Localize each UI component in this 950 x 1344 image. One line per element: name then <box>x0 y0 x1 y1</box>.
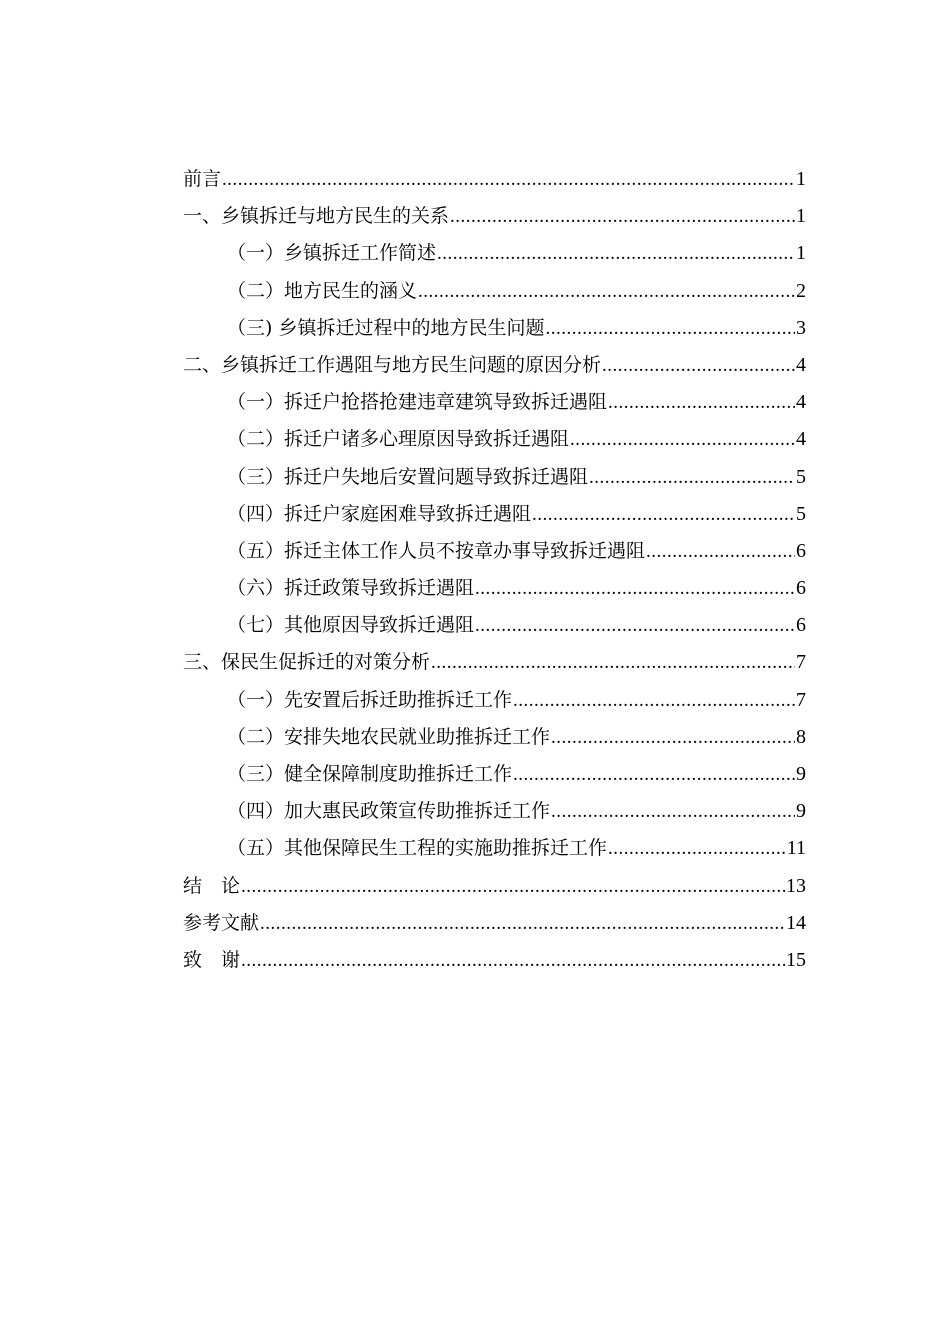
toc-leader-dots <box>513 682 795 719</box>
toc-leader-dots <box>570 421 795 458</box>
toc-entry-page: 1 <box>796 205 806 228</box>
toc-leader-dots <box>608 830 786 867</box>
toc-entry-section-3-2[interactable] <box>183 719 806 756</box>
toc-leader-dots <box>545 310 795 347</box>
toc-entry-title: （三) 乡镇拆迁过程中的地方民生问题 <box>227 316 545 339</box>
toc-leader-dots <box>222 161 795 198</box>
toc-entry-title: （二）拆迁户诸多心理原因导致拆迁遇阻 <box>227 428 570 451</box>
toc-entry-title: 三、保民生促拆迁的对策分析 <box>183 651 431 674</box>
toc-entry-page: 6 <box>796 539 806 562</box>
toc-entry-title: （七）其他原因导致拆迁遇阻 <box>227 614 475 637</box>
toc-entry-title: （一）乡镇拆迁工作简述 <box>227 242 437 265</box>
toc-entry-page: 6 <box>796 614 806 637</box>
toc-leader-dots <box>260 905 785 942</box>
toc-entry-page: 13 <box>786 874 806 897</box>
toc-leader-dots <box>418 273 795 310</box>
toc-entry-page: 9 <box>796 800 806 823</box>
toc-leader-dots <box>513 756 795 793</box>
toc-entry-page: 9 <box>796 763 806 785</box>
toc-entry-preface[interactable] <box>183 161 806 198</box>
toc-leader-dots <box>450 198 795 235</box>
toc-leader-dots <box>551 719 795 756</box>
toc-entry-section-3-3[interactable] <box>183 756 806 793</box>
toc-entry-title: （三）健全保障制度助推拆迁工作 <box>227 763 513 785</box>
toc-entry-title: 二、乡镇拆迁工作遇阻与地方民生问题的原因分析 <box>183 353 602 376</box>
toc-entry-page: 4 <box>796 428 806 451</box>
toc-entry-section-1-1[interactable] <box>183 235 806 272</box>
toc-entry-page: 6 <box>796 577 806 600</box>
table-of-contents <box>183 161 806 979</box>
toc-entry-title: （二）地方民生的涵义 <box>227 279 418 302</box>
toc-entry-section-3-4[interactable] <box>183 793 806 830</box>
toc-entry-section-2-5[interactable] <box>183 533 806 570</box>
toc-leader-dots <box>608 384 795 421</box>
toc-entry-title: （三）拆迁户失地后安置问题导致拆迁遇阻 <box>227 465 589 488</box>
toc-entry-section-2-3[interactable] <box>183 459 806 496</box>
toc-entry-section-2-6[interactable] <box>183 570 806 607</box>
toc-entry-section-2-1[interactable] <box>183 384 806 421</box>
toc-leader-dots <box>532 496 795 533</box>
toc-leader-dots <box>437 235 795 272</box>
toc-entry-page: 1 <box>796 242 806 265</box>
toc-entry-section-1[interactable] <box>183 198 806 235</box>
toc-entry-page: 5 <box>796 502 806 525</box>
toc-entry-page: 4 <box>796 353 806 376</box>
toc-entry-section-3-5[interactable] <box>183 830 806 867</box>
toc-entry-page: 15 <box>786 948 806 971</box>
toc-entry-section-1-3[interactable] <box>183 310 806 347</box>
toc-leader-dots <box>602 347 795 384</box>
toc-entry-acknowledgements[interactable] <box>183 942 806 979</box>
toc-leader-dots <box>475 570 795 607</box>
toc-leader-dots <box>589 459 795 496</box>
toc-entry-references[interactable] <box>183 905 806 942</box>
toc-entry-section-1-2[interactable] <box>183 273 806 310</box>
toc-entry-section-2[interactable] <box>183 347 806 384</box>
toc-entry-title: 结 论 <box>183 874 241 897</box>
toc-entry-title: （四）加大惠民政策宣传助推拆迁工作 <box>227 800 551 823</box>
toc-entry-page: 14 <box>786 911 806 934</box>
toc-entry-section-2-2[interactable] <box>183 421 806 458</box>
toc-entry-title: （六）拆迁政策导致拆迁遇阻 <box>227 577 475 600</box>
toc-entry-section-2-4[interactable] <box>183 496 806 533</box>
toc-entry-page: 7 <box>796 651 806 674</box>
toc-entry-section-3[interactable] <box>183 644 806 681</box>
toc-entry-title: （五）其他保障民生工程的实施助推拆迁工作 <box>227 837 608 860</box>
toc-entry-page: 11 <box>786 837 806 860</box>
toc-leader-dots <box>551 793 795 830</box>
toc-entry-title: 参考文献 <box>183 911 260 934</box>
toc-entry-title: （一）拆迁户抢搭抢建违章建筑导致拆迁遇阻 <box>227 391 608 414</box>
toc-entry-page: 8 <box>796 725 806 748</box>
toc-entry-page: 4 <box>796 391 806 414</box>
toc-leader-dots <box>475 607 795 644</box>
toc-leader-dots <box>241 942 785 979</box>
toc-entry-title: 一、乡镇拆迁与地方民生的关系 <box>183 205 450 228</box>
toc-entry-page: 1 <box>796 168 806 190</box>
toc-entry-title: 致 谢 <box>183 948 241 971</box>
toc-entry-title: （二）安排失地农民就业助推拆迁工作 <box>227 725 551 748</box>
toc-leader-dots <box>646 533 795 570</box>
toc-leader-dots <box>241 868 785 905</box>
toc-entry-page: 2 <box>796 279 806 302</box>
toc-entry-title: （五）拆迁主体工作人员不按章办事导致拆迁遇阻 <box>227 539 646 562</box>
toc-entry-section-3-1[interactable] <box>183 682 806 719</box>
toc-entry-page: 5 <box>796 465 806 488</box>
toc-entry-title: （一）先安置后拆迁助推拆迁工作 <box>227 688 513 711</box>
toc-entry-page: 7 <box>796 688 806 711</box>
toc-entry-conclusion[interactable] <box>183 868 806 905</box>
toc-leader-dots <box>431 644 795 681</box>
toc-entry-section-2-7[interactable] <box>183 607 806 644</box>
toc-entry-title: （四）拆迁户家庭困难导致拆迁遇阻 <box>227 502 532 525</box>
toc-entry-title: 前言 <box>183 168 222 190</box>
toc-entry-page: 3 <box>796 316 806 339</box>
